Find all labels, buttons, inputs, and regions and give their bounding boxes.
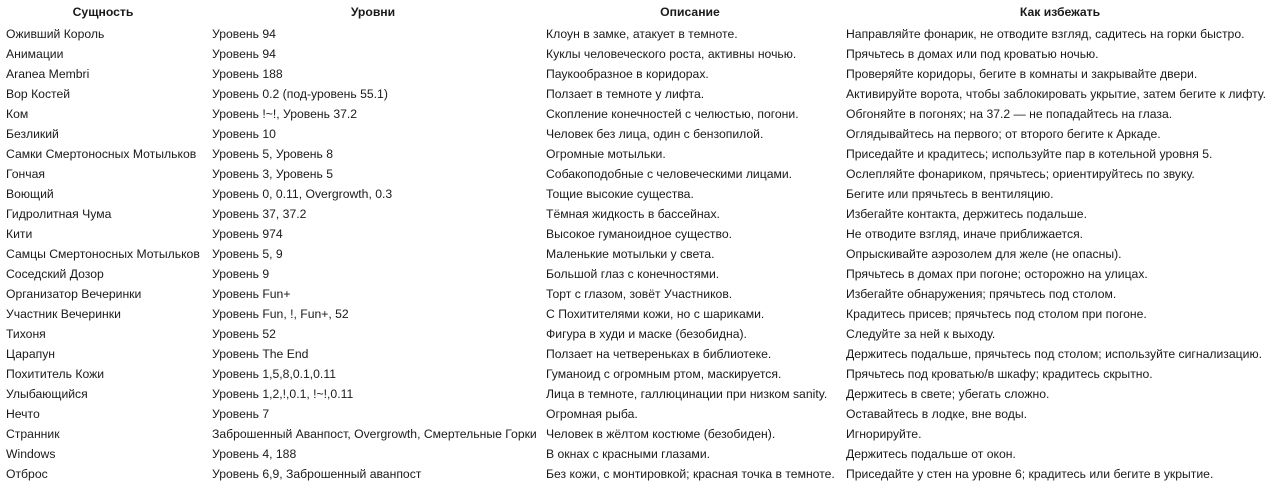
levels-cell: Уровень Fun, !, Fun+, 52 bbox=[212, 307, 349, 321]
levels-cell: Уровень 3, Уровень 5 bbox=[212, 167, 333, 181]
levels-cell: Уровень !~!, Уровень 37.2 bbox=[212, 107, 358, 121]
table-row bbox=[0, 344, 1280, 364]
how-to-avoid-cell: Держитесь подальше от окон. bbox=[846, 447, 1016, 461]
entity-cell: Ком bbox=[6, 107, 29, 121]
how-to-avoid-cell: Прячьтесь под кроватью/в шкафу; крадитесь скрытно. bbox=[846, 367, 1153, 381]
levels-cell: Уровень 0.2 (под-уровень 55.1) bbox=[212, 87, 388, 101]
entity-cell: Царапун bbox=[6, 347, 56, 361]
table-row bbox=[0, 204, 1280, 224]
how-to-avoid-cell: Не отводите взгляд, иначе приближается. bbox=[846, 227, 1084, 241]
levels-cell: Уровень 7 bbox=[212, 407, 270, 421]
how-to-avoid-cell: Прячьтесь в домах или под кроватью ночью. bbox=[846, 47, 1099, 61]
entity-cell: Улыбающийся bbox=[6, 387, 88, 401]
how-to-avoid-cell: Ослепляйте фонариком, прячьтесь; ориентируйтесь по звуку. bbox=[846, 167, 1195, 181]
levels-cell: Уровень 94 bbox=[212, 47, 276, 61]
how-to-avoid-cell: Следуйте за ней к выходу. bbox=[846, 327, 996, 341]
entity-cell: Безликий bbox=[6, 127, 59, 141]
table-row bbox=[0, 364, 1280, 384]
levels-cell: Уровень 9 bbox=[212, 267, 270, 281]
description-cell: Без кожи, с монтировкой; красная точка в темноте. bbox=[546, 467, 835, 481]
description-cell: Ползает на четвереньках в библиотеке. bbox=[546, 347, 772, 361]
table-row bbox=[0, 284, 1280, 304]
how-to-avoid-cell: Крадитесь присев; прячьтесь под столом при погоне. bbox=[846, 307, 1147, 321]
levels-cell: Уровень 94 bbox=[212, 27, 276, 41]
table-row bbox=[0, 124, 1280, 144]
description-cell: Человек в жёлтом костюме (безобиден). bbox=[546, 427, 776, 441]
description-cell: В окнах с красными глазами. bbox=[546, 447, 711, 461]
levels-cell: Уровень The End bbox=[212, 347, 309, 361]
entity-cell: Вор Костей bbox=[6, 87, 71, 101]
levels-cell: Уровень 974 bbox=[212, 227, 283, 241]
how-to-avoid-cell: Прячьтесь в домах при погоне; осторожно на улицах. bbox=[846, 267, 1148, 281]
entity-cell: Организатор Вечеринки bbox=[6, 287, 142, 301]
levels-cell: Заброшенный Аванпост, Overgrowth, Смертельные Горки bbox=[212, 427, 537, 441]
description-cell: Огромная рыба. bbox=[546, 407, 638, 421]
how-to-avoid-cell: Держитесь подальше, прячьтесь под столом; используйте сигнализацию. bbox=[846, 347, 1262, 361]
entity-cell: Aranea Membri bbox=[6, 67, 90, 81]
entity-cell: Кити bbox=[6, 227, 33, 241]
how-to-avoid-cell: Обгоняйте в погонях; на 37.2 — не попадайтесь на глаза. bbox=[846, 107, 1173, 121]
levels-cell: Уровень 1,5,8,0.1,0.11 bbox=[212, 367, 336, 381]
entity-cell: Самки Смертоносных Мотыльков bbox=[6, 147, 197, 161]
entity-cell: Отброс bbox=[6, 467, 48, 481]
entity-cell: Самцы Смертоносных Мотыльков bbox=[6, 247, 200, 261]
table-row bbox=[0, 384, 1280, 404]
table-row bbox=[0, 24, 1280, 44]
how-to-avoid-cell: Держитесь в свете; убегать сложно. bbox=[846, 387, 1050, 401]
entity-cell: Нечто bbox=[6, 407, 40, 421]
description-cell: Высокое гуманоидное существо. bbox=[546, 227, 733, 241]
table-row bbox=[0, 444, 1280, 464]
entity-cell: Тихоня bbox=[6, 327, 46, 341]
how-to-avoid-cell: Приседайте у стен на уровне 6; крадитесь или бегите в укрытие. bbox=[846, 467, 1214, 481]
table-row bbox=[0, 404, 1280, 424]
description-cell: Лица в темноте, галлюцинации при низком sanity. bbox=[546, 387, 828, 401]
levels-cell: Уровень Fun+ bbox=[212, 287, 291, 301]
description-cell: Маленькие мотыльки у света. bbox=[546, 247, 715, 261]
description-cell: Огромные мотыльки. bbox=[546, 147, 666, 161]
description-cell: Тощие высокие существа. bbox=[546, 187, 694, 201]
levels-cell: Уровень 4, 188 bbox=[212, 447, 297, 461]
levels-cell: Уровень 37, 37.2 bbox=[212, 207, 307, 221]
header-levels: Уровни bbox=[350, 5, 396, 19]
header-row bbox=[0, 0, 1280, 24]
table-row bbox=[0, 304, 1280, 324]
how-to-avoid-cell: Проверяйте коридоры, бегите в комнаты и закрывайте двери. bbox=[846, 67, 1198, 81]
header-description: Описание bbox=[660, 5, 720, 19]
entity-cell: Странник bbox=[6, 427, 60, 441]
table-row bbox=[0, 244, 1280, 264]
entity-cell: Windows bbox=[6, 447, 56, 461]
description-cell: Собакоподобные с человеческими лицами. bbox=[546, 167, 793, 181]
levels-cell: Уровень 52 bbox=[212, 327, 276, 341]
how-to-avoid-cell: Избегайте обнаружения; прячьтесь под столом. bbox=[846, 287, 1117, 301]
header-entity: Сущность bbox=[72, 5, 134, 19]
levels-cell: Уровень 6,9, Заброшенный аванпост bbox=[212, 467, 422, 481]
levels-cell: Уровень 0, 0.11, Overgrowth, 0.3 bbox=[212, 187, 393, 201]
description-cell: Куклы человеческого роста, активны ночью. bbox=[546, 47, 797, 61]
levels-cell: Уровень 10 bbox=[212, 127, 276, 141]
entity-cell: Анимации bbox=[6, 47, 64, 61]
how-to-avoid-cell: Активируйте ворота, чтобы заблокировать укрытие, затем бегите к лифту. bbox=[846, 87, 1267, 101]
description-cell: С Похитителями кожи, но с шариками. bbox=[546, 307, 765, 321]
table-row bbox=[0, 44, 1280, 64]
description-cell: Скопление конечностей с челюстью, погони. bbox=[546, 107, 799, 121]
header-how-to-avoid: Как избежать bbox=[1019, 5, 1101, 19]
table-row bbox=[0, 164, 1280, 184]
description-cell: Паукообразное в коридорах. bbox=[546, 67, 709, 81]
entity-cell: Гидролитная Чума bbox=[6, 207, 112, 221]
table-row bbox=[0, 64, 1280, 84]
description-cell: Большой глаз с конечностями. bbox=[546, 267, 720, 281]
table-row bbox=[0, 84, 1280, 104]
how-to-avoid-cell: Оглядывайтесь на первого; от второго бегите к Аркаде. bbox=[846, 127, 1161, 141]
table-row bbox=[0, 184, 1280, 204]
description-cell: Фигура в худи и маске (безобидна). bbox=[546, 327, 747, 341]
description-cell: Ползает в темноте у лифта. bbox=[546, 87, 705, 101]
how-to-avoid-cell: Опрыскивайте аэрозолем для желе (не опасны). bbox=[846, 247, 1122, 261]
description-cell: Торт с глазом, зовёт Участников. bbox=[546, 287, 733, 301]
entity-cell: Похититель Кожи bbox=[6, 367, 105, 381]
description-cell: Человек без лица, один с бензопилой. bbox=[546, 127, 764, 141]
levels-cell: Уровень 5, 9 bbox=[212, 247, 283, 261]
table-row bbox=[0, 144, 1280, 164]
table-row bbox=[0, 424, 1280, 444]
table-row bbox=[0, 104, 1280, 124]
description-cell: Гуманоид с огромным ртом, маскируется. bbox=[546, 367, 782, 381]
entity-cell: Оживший Король bbox=[6, 27, 105, 41]
table-row bbox=[0, 324, 1280, 344]
entity-cell: Соседский Дозор bbox=[6, 267, 104, 281]
table-row bbox=[0, 264, 1280, 284]
table-row bbox=[0, 464, 1280, 484]
description-cell: Тёмная жидкость в бассейнах. bbox=[546, 207, 720, 221]
how-to-avoid-cell: Игнорируйте. bbox=[846, 427, 922, 441]
table-row bbox=[0, 224, 1280, 244]
entity-cell: Участник Вечеринки bbox=[6, 307, 121, 321]
levels-cell: Уровень 188 bbox=[212, 67, 283, 81]
how-to-avoid-cell: Бегите или прячьтесь в вентиляцию. bbox=[846, 187, 1054, 201]
how-to-avoid-cell: Приседайте и крадитесь; используйте пар в котельной уровня 5. bbox=[846, 147, 1213, 161]
levels-cell: Уровень 1,2,!,0.1, !~!,0.11 bbox=[212, 387, 354, 401]
entity-cell: Воющий bbox=[6, 187, 54, 201]
entity-cell: Гончая bbox=[6, 167, 46, 181]
how-to-avoid-cell: Избегайте контакта, держитесь подальше. bbox=[846, 207, 1087, 221]
levels-cell: Уровень 5, Уровень 8 bbox=[212, 147, 333, 161]
how-to-avoid-cell: Направляйте фонарик, не отводите взгляд, садитесь на горки быстро. bbox=[846, 27, 1245, 41]
description-cell: Клоун в замке, атакует в темноте. bbox=[546, 27, 738, 41]
how-to-avoid-cell: Оставайтесь в лодке, вне воды. bbox=[846, 407, 1027, 421]
